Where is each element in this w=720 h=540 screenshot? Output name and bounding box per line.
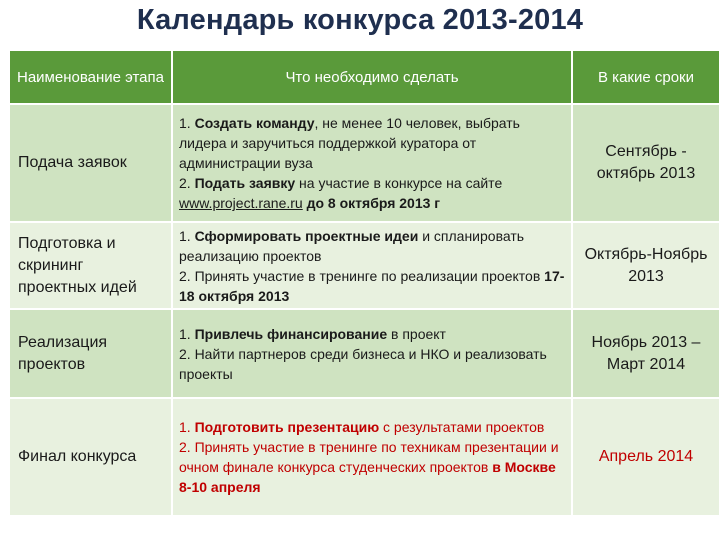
table-row xyxy=(9,222,720,309)
calendar-table xyxy=(8,49,720,517)
stage-name: Финал конкурса xyxy=(9,398,172,516)
todo-item xyxy=(179,226,565,266)
item-deadline: в Москве 8-10 апреля xyxy=(179,459,556,495)
item-text: и спланировать реализацию проектов xyxy=(179,227,525,264)
todo-item xyxy=(179,417,565,437)
item-text: на участие в конкурсе на сайте xyxy=(295,175,503,191)
item-text: , не менее 10 человек, выбрать лидера и заручиться поддержкой куратора от администрации вуза xyxy=(179,115,520,171)
stage-name: Подача заявок xyxy=(9,104,172,222)
timeframe: Сентябрь - октябрь 2013 xyxy=(572,104,720,222)
stage-name: Подготовка и скрининг проектных идей xyxy=(9,222,172,309)
todo-item xyxy=(179,266,565,306)
header-stage: Наименование этапа xyxy=(9,50,172,104)
item-number: 1. xyxy=(179,227,195,244)
website-link[interactable]: www.project.rane.ru xyxy=(179,195,303,211)
timeframe: Ноябрь 2013 – Март 2014 xyxy=(572,309,720,398)
todo-item xyxy=(179,324,565,344)
item-deadline: до 8 октября 2013 г xyxy=(302,195,441,211)
todo-item: 2. Найти партнеров среди бизнеса и НКО и реализовать проекты xyxy=(179,345,547,382)
item-action: Привлечь финансирование xyxy=(194,325,388,342)
item-number: 1. xyxy=(179,115,195,131)
page-title: Календарь конкурса 2013-2014 xyxy=(136,4,584,36)
todo-item xyxy=(179,173,565,213)
todo-item xyxy=(179,437,565,497)
header-row xyxy=(9,50,720,104)
item-text: в проект xyxy=(387,325,446,342)
item-number: 1. xyxy=(179,419,195,435)
item-text: с результатами проектов xyxy=(379,419,545,435)
item-text: 2. Принять участие в тренинге по техникам презентации и очном финале конкурса студенческих проектов xyxy=(179,439,559,475)
table-row xyxy=(9,309,720,398)
item-deadline: 17-18 октября 2013 xyxy=(179,267,565,304)
header-when: В какие сроки xyxy=(572,50,720,104)
item-action: Сформировать проектные идеи xyxy=(194,227,419,244)
todo-cell xyxy=(172,104,572,222)
todo-cell xyxy=(172,309,572,398)
todo-cell xyxy=(172,222,572,309)
stage-name: Реализация проектов xyxy=(9,309,172,398)
table-row xyxy=(9,398,720,516)
todo-cell xyxy=(172,398,572,516)
item-action: Подготовить презентацию xyxy=(194,419,380,435)
todo-item xyxy=(179,113,565,173)
header-todo: Что необходимо сделать xyxy=(172,50,572,104)
item-number: 1. xyxy=(179,325,195,342)
item-text: 2. Принять участие в тренинге по реализации проектов xyxy=(179,267,545,284)
item-number: 2. xyxy=(179,175,195,191)
timeframe: Октябрь-Ноябрь 2013 xyxy=(572,222,720,309)
table-row xyxy=(9,104,720,222)
item-action: Подать заявку xyxy=(194,175,296,191)
timeframe: Апрель 2014 xyxy=(572,398,720,516)
item-action: Создать команду xyxy=(194,115,315,131)
